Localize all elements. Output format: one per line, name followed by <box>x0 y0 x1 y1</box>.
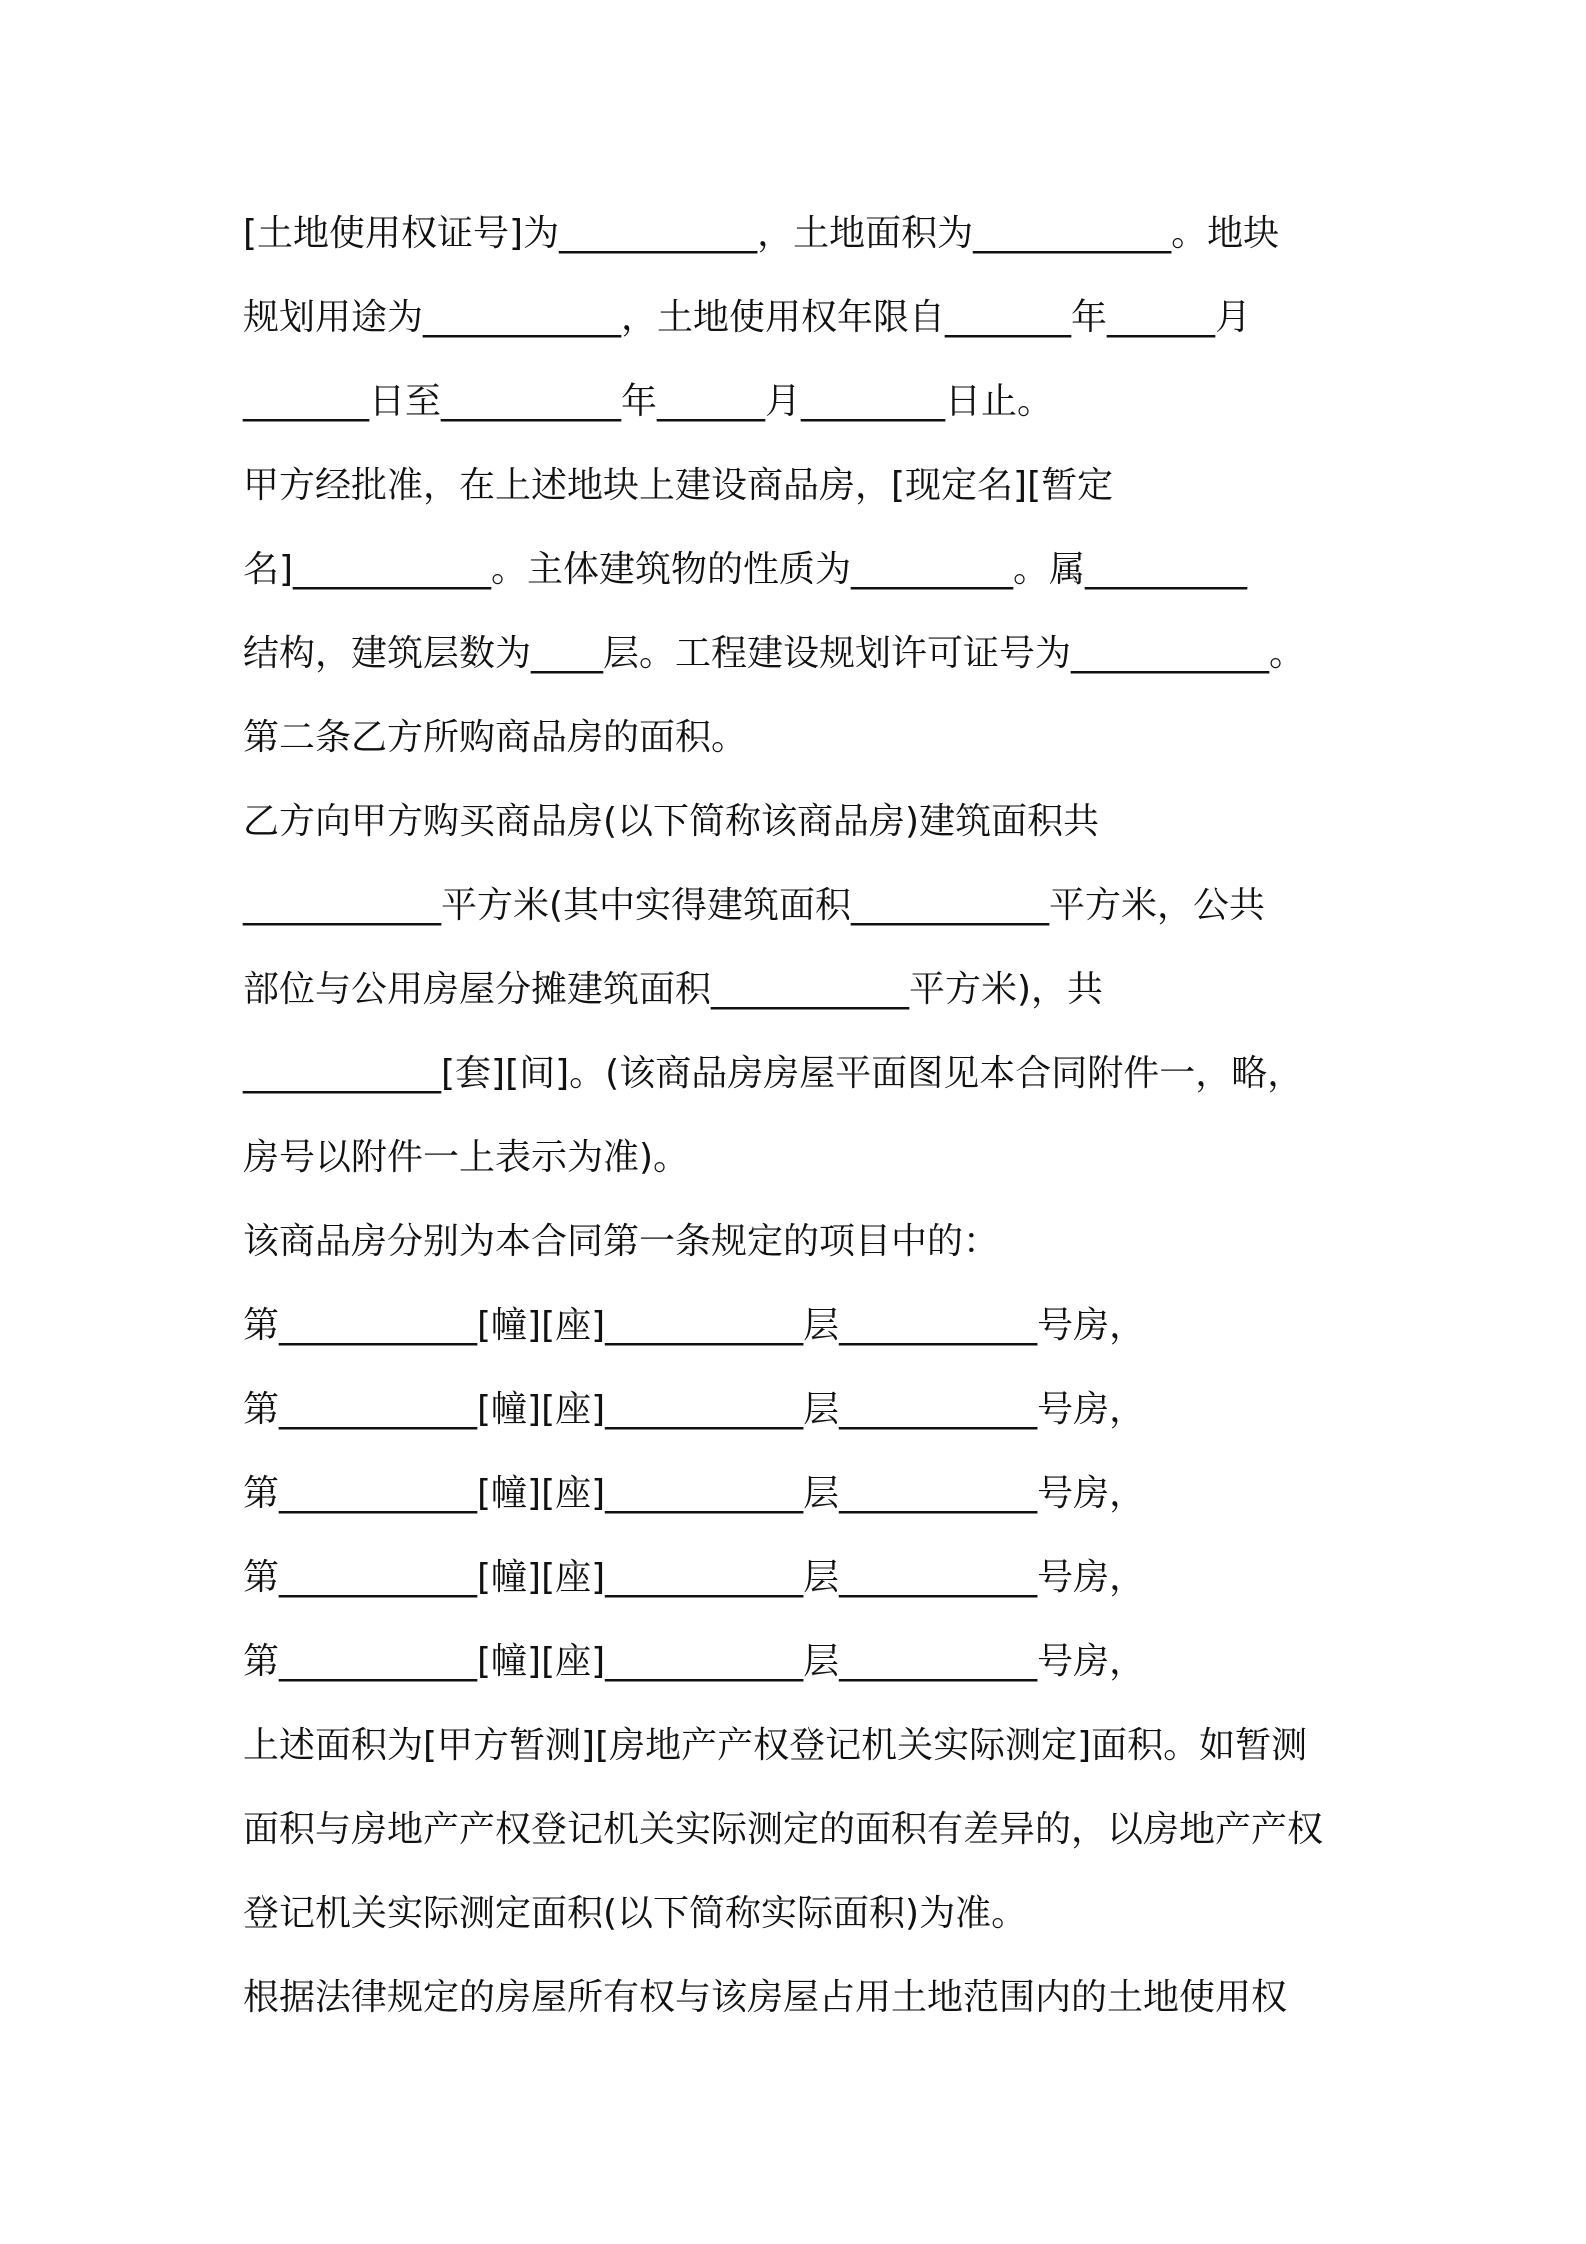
document-body <box>243 192 1373 2040</box>
text-line: 登记机关实际测定面积(以下简称实际面积)为准。 <box>243 1893 1028 1934</box>
room-entry-line: 第___________[幢][座]___________层___________号房， <box>243 1557 1146 1598</box>
text-line: 面积与房地产产权登记机关实际测定的面积有差异的，以房地产产权 <box>243 1809 1324 1850</box>
text-line: _______日至__________年______月________日止。 <box>243 381 1054 422</box>
text-line: 规划用途为___________，土地使用权年限自_______年______月 <box>243 297 1252 338</box>
text-line: 该商品房分别为本合同第一条规定的项目中的： <box>243 1221 1000 1262</box>
text-line: 上述面积为[甲方暂测][房地产产权登记机关实际测定]面积。如暂测 <box>243 1725 1308 1766</box>
room-entry-line: 第___________[幢][座]___________层___________号房， <box>243 1389 1146 1430</box>
section-heading: 第二条乙方所购商品房的面积。 <box>243 717 748 758</box>
text-line: 乙方向甲方购买商品房(以下简称该商品房)建筑面积共 <box>243 801 1100 842</box>
text-line: 根据法律规定的房屋所有权与该房屋占用土地范围内的土地使用权 <box>243 1977 1288 2018</box>
room-entry-line: 第___________[幢][座]___________层___________号房， <box>243 1473 1146 1514</box>
room-entry-line: 第___________[幢][座]___________层___________号房， <box>243 1641 1146 1682</box>
text-line: 名]___________。主体建筑物的性质为_________。属_________ <box>243 549 1248 590</box>
text-line: 结构，建筑层数为____层。工程建设规划许可证号为___________。 <box>243 633 1306 674</box>
text-line: [土地使用权证号]为___________，土地面积为___________。地块 <box>243 213 1280 254</box>
text-line: ___________[套][间]。(该商品房房屋平面图见本合同附件一，略， <box>243 1053 1304 1094</box>
text-line: 部位与公用房屋分摊建筑面积___________平方米)，共 <box>243 969 1104 1010</box>
text-line: ___________平方米(其中实得建筑面积___________平方米，公共 <box>243 885 1266 926</box>
room-entry-line: 第___________[幢][座]___________层___________号房， <box>243 1305 1146 1346</box>
text-line: 甲方经批准，在上述地块上建设商品房，[现定名][暂定 <box>243 465 1114 506</box>
text-line: 房号以附件一上表示为准)。 <box>243 1137 690 1178</box>
